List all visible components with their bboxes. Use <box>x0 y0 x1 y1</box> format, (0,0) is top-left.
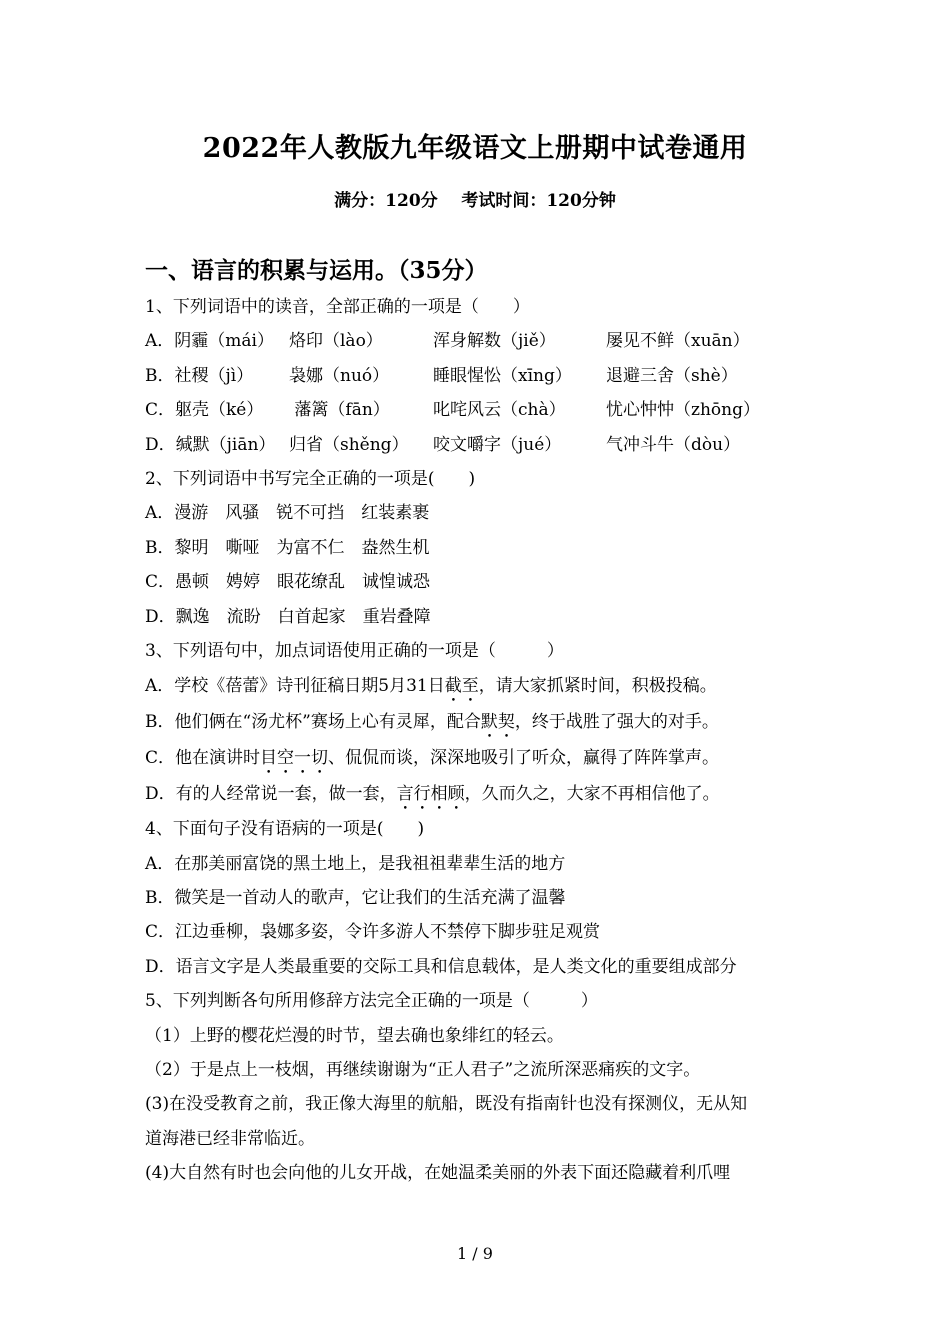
option-text: A．学校《蓓蕾》诗刊征稿日期5月31日 <box>145 676 445 697</box>
question-4-option-c: C．江边垂柳，袅娜多姿，令许多游人不禁停下脚步驻足观赏 <box>145 922 601 943</box>
question-5-item: (3)在没受教育之前，我正像大海里的航船，既没有指南针也没有探测仪，无从知 <box>145 1094 748 1115</box>
question-1-option-a <box>145 324 815 358</box>
page-title: 2022年人教版九年级语文上册期中试卷通用 <box>202 133 748 164</box>
question-4-option-b: B．微笑是一首动人的歌声，它让我们的生活充满了温馨 <box>145 888 566 909</box>
question-4-option-d: D．语言文字是人类最重要的交际工具和信息载体，是人类文化的重要组成部分 <box>145 956 737 977</box>
option-cell: C．躯壳（ké） <box>145 400 264 421</box>
question-3-option-c <box>145 740 815 776</box>
option-cell: 气冲斗牛（dòu） <box>606 434 741 455</box>
dotted-term: 截至 <box>444 676 479 697</box>
option-cell: 浑身解数（jiě） <box>433 331 556 352</box>
option-cell: 退避三舍（shè） <box>606 365 738 386</box>
option-text: D．有的人经常说一套，做一套， <box>145 784 397 805</box>
option-cell: 归省（shěng） <box>289 434 409 455</box>
question-1-stem: 1、下列词语中的读音，全部正确的一项是（ ） <box>145 297 530 317</box>
question-3-option-a <box>145 668 815 704</box>
option-text: ，终于战胜了强大的对手。 <box>514 712 719 733</box>
dotted-term: 目空一切 <box>260 748 329 769</box>
option-cell: 叱咤风云（chà） <box>433 400 566 421</box>
question-1-option-b <box>145 359 815 393</box>
option-text: 、侃侃而谈，深深地吸引了听众，赢得了阵阵掌声。 <box>328 748 720 769</box>
option-cell: 藩篱（fān） <box>289 400 390 421</box>
page-number: 1 / 9 <box>457 1244 493 1263</box>
question-4-option-a: A．在那美丽富饶的黑土地上，是我祖祖辈辈生活的地方 <box>145 853 566 874</box>
question-5-stem: 5、下列判断各句所用修辞方法完全正确的一项是（ ） <box>145 991 598 1012</box>
question-1-option-c <box>145 393 815 427</box>
option-text: C．他在演讲时 <box>145 748 261 769</box>
question-2-option-a: A．漫游 风骚 锐不可挡 红装素裹 <box>145 503 430 524</box>
question-1-option-d <box>145 428 815 462</box>
option-cell: 睡眼惺忪（xīng） <box>433 365 572 386</box>
question-2-stem: 2、下列词语中书写完全正确的一项是( ) <box>145 468 476 489</box>
question-4-stem: 4、下面句子没有语病的一项是( ) <box>145 819 425 840</box>
option-cell: 袅娜（nuó） <box>289 365 390 386</box>
dotted-term: 默契 <box>480 712 515 733</box>
question-2-option-d: D．飘逸 流盼 白首起家 重岩叠障 <box>145 606 431 627</box>
question-5-item: (4)大自然有时也会向他的儿女开战，在她温柔美丽的外表下面还隐藏着利爪哩 <box>145 1163 731 1184</box>
option-cell: 屡见不鲜（xuān） <box>606 331 750 352</box>
question-3-stem: 3、下列语句中，加点词语使用正确的一项是（ ） <box>145 640 564 661</box>
option-text: ，久而久之，大家不再相信他了。 <box>464 784 720 805</box>
option-cell: 咬文嚼字（jué） <box>433 434 562 455</box>
question-3-option-b <box>145 704 815 740</box>
option-cell: B．社稷（jì） <box>145 365 254 386</box>
option-cell: A．阴霾（mái） <box>145 331 274 352</box>
section-heading: 一、语言的积累与运用。（35分） <box>145 257 488 284</box>
question-5-item: 道海港已经非常临近。 <box>145 1128 315 1149</box>
questions <box>145 290 815 1191</box>
option-cell: D．缄默（jiān） <box>145 434 276 455</box>
dotted-term: 言行相顾 <box>396 784 465 805</box>
option-text: B．他们俩在“汤尤杯”赛场上心有灵犀，配合 <box>145 712 481 733</box>
option-text: ，请大家抓紧时间，积极投稿。 <box>478 676 717 697</box>
option-cell: 忧心忡忡（zhōng） <box>606 400 760 421</box>
question-5-item: （2）于是点上一枝烟，再继续谢谢为“正人君子”之流所深恶痛疾的文字。 <box>145 1060 701 1081</box>
question-2-option-c: C．愚顿 娉婷 眼花缭乱 诚惶诚恐 <box>145 572 431 593</box>
exam-info: 满分：120分 考试时间：120分钟 <box>334 191 616 211</box>
question-2-option-b: B．黎明 嘶哑 为富不仁 盎然生机 <box>145 537 430 558</box>
option-cell: 烙印（lào） <box>289 331 383 352</box>
question-3-option-d <box>145 776 815 812</box>
question-5-item: （1）上野的樱花烂漫的时节，望去确也象绯红的轻云。 <box>145 1025 564 1046</box>
